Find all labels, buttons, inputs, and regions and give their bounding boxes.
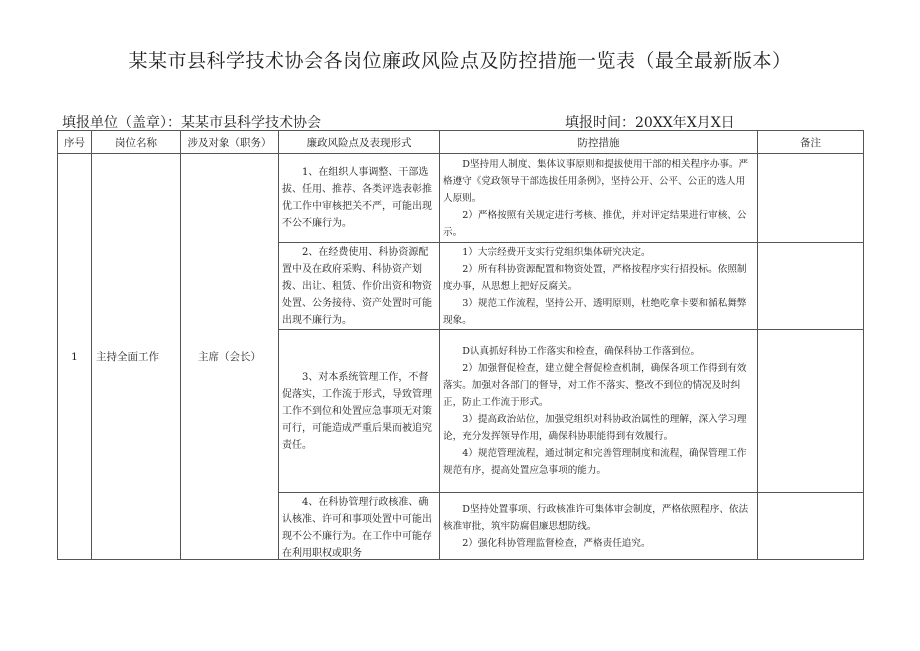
risk-table [57,130,864,560]
table-header-row [58,131,864,154]
header-target: 涉及对象（职务） [181,131,279,154]
remarks-cell [758,493,864,560]
measure-item: 3）提高政治站位，加强党组织对科协政治属性的理解，深入学习理论，充分发挥领导作用，确保科协职能得到有效履行。 [443,414,747,442]
measure-item: 3）规范工作流程，坚持公开、透明原则，杜绝吃拿卡要和循私舞弊现象。 [443,297,747,326]
reporting-unit: 填报单位（盖章）：某某市县科学技术协会 [62,115,321,131]
measure-item: D坚持处置事项、行政核准许可集体审会制度，严格依照程序、依法核准审批，筑牢防腐倡廉思想防线。 [443,503,749,532]
measure-item: 2）加强督促检查，建立健全督促检查机制，确保各项工作得到有效落实。加强对各部门的督导，对工作不落实、整改不到位的情况及时纠正，防止工作流于形式。 [443,363,747,408]
measure-item: D认真抓好科协工作落实和检查，确保科协工作落到位。 [462,346,701,357]
risk-text: 1、在组织人事调整、干部选拔、任用、推荐、各类评选表彰推优工作中审核把关不严，可能出现不公不廉行为。 [282,167,432,229]
risk-text: 3、对本系统管理工作，不督促落实，工作流于形式，导致管理工作不到位和处置应急事项无对策可行，可能造成严重后果而被追究责任。 [282,371,432,451]
remarks-cell [758,154,864,243]
measures-cell [440,154,758,243]
measure-item: 2）强化科协管理监督检查，严格责任追究。 [462,537,651,549]
risk-cell [279,493,440,560]
measure-item: 1）大宗经费开支实行党组织集体研究决定。 [462,246,651,258]
row-index: 1 [58,154,92,560]
measures-cell [440,330,758,493]
measures-cell [440,493,758,560]
reporting-time: 填报时间：20XX年X月X日 [565,115,735,131]
risk-text: 4、在科协管理行政核准、确认核准、许可和事项处置中可能出现不公不廉行为。在工作中可能存在利用职权或职务 [282,497,432,558]
risk-cell [279,243,440,330]
remarks-cell [758,243,864,330]
page-title: 某某市县科学技术协会各岗位廉政风险点及防控措施一览表（最全最新版本） [128,50,792,72]
row-target: 主席（会长） [181,154,279,560]
risk-text: 2、在经费使用、科协资源配置中及在政府采购、科协资产划拨、出让、租赁、作价出资和物资处置、公务接待、资产处置时可能出现不廉行为。 [282,246,432,326]
header-remarks: 备注 [758,131,864,154]
measure-item: 4）规范管理流程，通过制定和完善管理制度和流程，确保管理工作规范有序，提高处置应急事项的能力。 [443,448,747,476]
measures-cell [440,243,758,330]
risk-cell [279,154,440,243]
remarks-cell [758,330,864,493]
measure-item: 2）严格按照有关规定进行考核、推优，并对评定结果进行审核、公示。 [443,209,747,238]
header-risk: 廉政风险点及表现形式 [279,131,440,154]
table-row [58,154,864,243]
header-measures: 防控措施 [440,131,758,154]
row-position: 主持全面工作 [92,154,181,560]
measure-item: 2）所有科协资源配置和物资处置，严格按程序实行招投标。依照制度办事，从思想上把好反腐关。 [443,263,747,292]
header-index: 序号 [58,131,92,154]
measure-item: D坚持用人制度、集体议事原则和提拔使用干部的相关程序办事。严格遵守《党政领导干部选拔任用条例》，坚持公开、公平、公正的选人用人原则。 [443,158,749,204]
header-position: 岗位名称 [92,131,181,154]
risk-cell [279,330,440,493]
